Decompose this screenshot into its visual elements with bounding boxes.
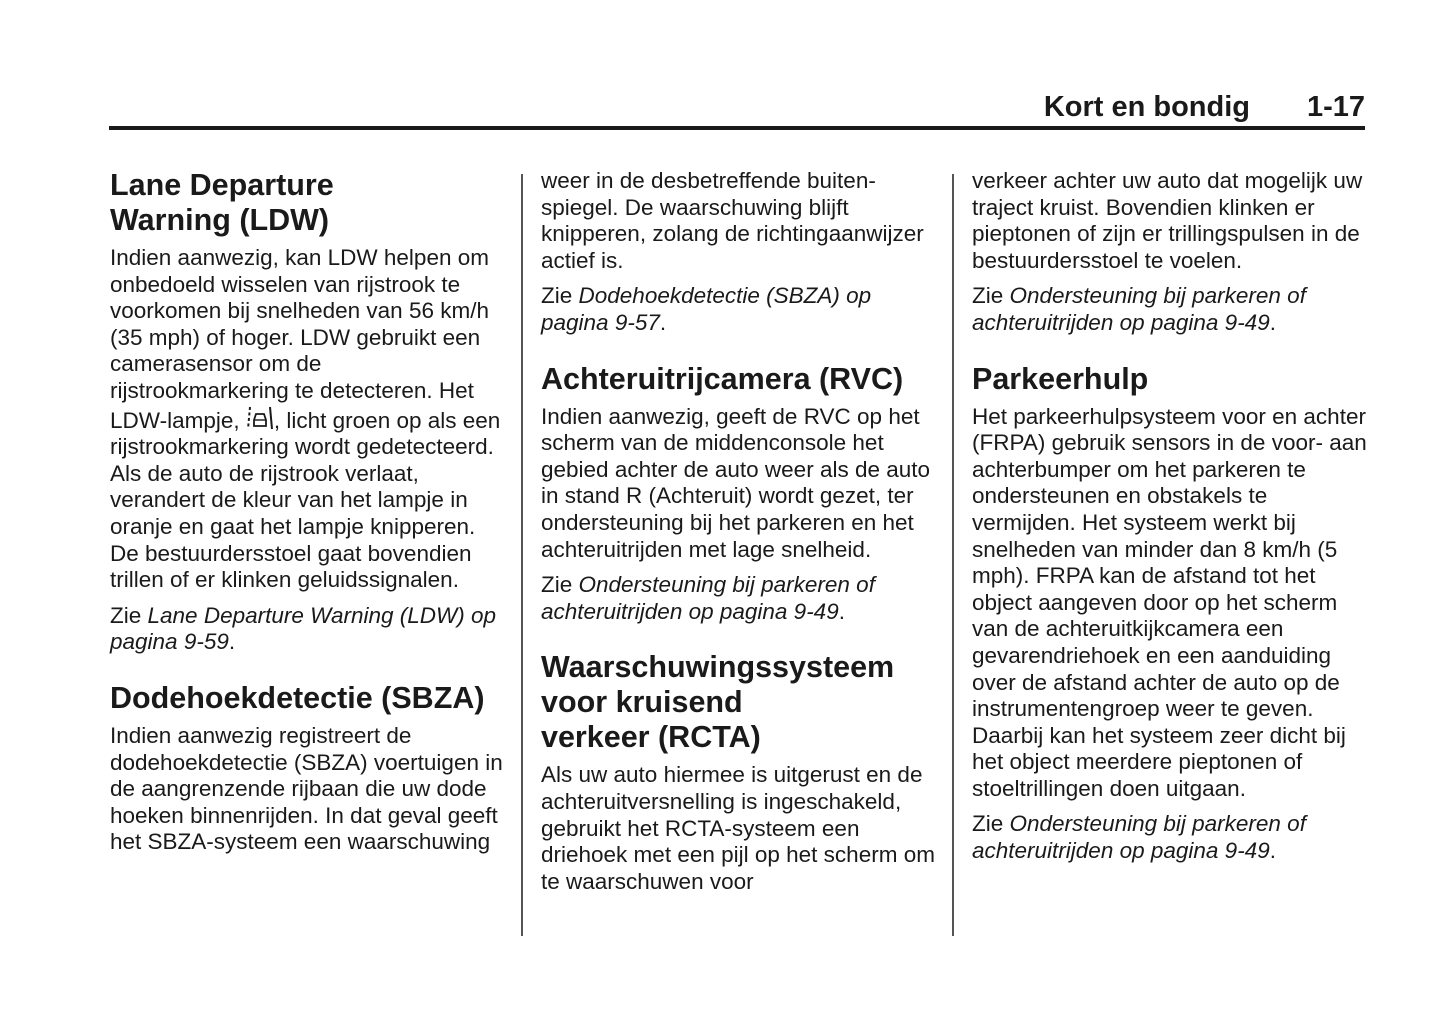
ldw-body (110, 245, 506, 594)
rcta-heading-line2: voor kruisend (541, 685, 743, 720)
rvc-ref-suffix: . (838, 598, 845, 624)
ldw-heading (110, 168, 506, 238)
column-2 (541, 168, 937, 895)
rcta-heading-line3: verkeer (RCTA) (541, 720, 761, 755)
rcta-ref-prefix: Zie (972, 283, 1010, 309)
ldw-body-part2: , licht groen op als een rijstrookmarkering wordt gedetecteerd. Als de auto de rijstrook verlaat, verandert de kleur van het lampje in oranje en gaat het lampje knipperen. De bestuurdersstoel gaat bovendien trillen of er klinken geluidssignalen. (110, 407, 501, 593)
page-header (109, 88, 1365, 128)
lane-departure-warning-icon (247, 405, 273, 431)
parking-ref-prefix: Zie (972, 811, 1010, 837)
column-divider-1 (521, 174, 523, 936)
rvc-heading: Achteruitrijcamera (RVC) (541, 361, 904, 396)
parking-ref-suffix: . (1269, 838, 1276, 864)
rcta-ref-link[interactable]: Ondersteuning bij parkeren of achteruitrijden op pagina 9-49 (972, 283, 1306, 335)
ldw-ref-prefix: Zie (110, 602, 148, 628)
page-number: 1-17 (1306, 91, 1365, 123)
rcta-body-continued: verkeer achter uw auto dat mogelijk uw traject kruist. Bovendien klinken er pieptonen of zijn er trillingspulsen in de bestuurdersstoel te voelen. (972, 168, 1363, 273)
parking-heading: Parkeerhulp (972, 361, 1149, 396)
sbza-ref-link[interactable]: Dodehoekdetectie (SBZA) op pagina 9-57 (541, 283, 872, 335)
section-title: Kort en bondig (1043, 91, 1250, 123)
parking-ref-link[interactable]: Ondersteuning bij parkeren of achteruitrijden op pagina 9-49 (972, 811, 1306, 864)
rvc-ref-link[interactable]: Ondersteuning bij parkeren of achteruitrijden op pagina 9-49 (541, 572, 875, 624)
sbza-reference (541, 283, 937, 336)
sbza-ref-prefix: Zie (541, 283, 579, 309)
rvc-reference (541, 572, 937, 625)
sbza-body-continued: weer in de desbetreffende buitenspiegel. De waarschuwing blijft knipperen, zolang de richtingaanwijzer actief is. (541, 168, 924, 273)
parking-reference (972, 811, 1368, 864)
rvc-body: Indien aanwezig, geeft de RVC op het scherm van de middenconsole het gebied achter de auto weer als de auto in stand R (Achteruit) wordt gezet, ter ondersteuning bij het parkeren en het achteruitrijden met lage snelheid. (541, 403, 931, 562)
column-3 (972, 168, 1368, 865)
rcta-reference (972, 283, 1368, 336)
ldw-ref-suffix: . (228, 629, 236, 655)
ldw-heading-line1: Lane Departure (110, 168, 334, 202)
header-rule (109, 126, 1365, 130)
ldw-body-part1: Indien aanwezig, kan LDW helpen om onbedoeld wisselen van rijstrook te voorkomen bij snelheden van 56 km/h (35 mph) of hoger. LDW gebruikt een camerasensor om de rijstrookmarkering te detecteren. Het LDW-lampje, (110, 245, 489, 433)
sbza-body: Indien aanwezig registreert de dodehoekdetectie (SBZA) voertuigen in de aangrenzende rijbaan die uw dode hoeken binnenrijden. In dat geval geeft het SBZA-systeem een waarschuwing (110, 722, 503, 855)
rcta-ref-suffix: . (1269, 309, 1276, 335)
sbza-heading: Dodehoekdetectie (SBZA) (110, 680, 485, 715)
column-1 (110, 168, 506, 856)
column-divider-2 (952, 174, 954, 936)
rcta-heading-line1: Waarschuwingssysteem (541, 650, 895, 685)
parking-body: Het parkeerhulpsysteem voor en achter (FRPA) gebruik sensors in de voor- aan achterbumper om het parkeren te ondersteunen en obstakels te vermijden. Het systeem werkt bij snelheden van minder dan 8 km/h (5 mph). FRPA kan de afstand tot het object aangeven door op het scherm van de achteruitkijkcamera een gevarendriehoek en een aanduiding over de afstand achter de auto op de instrumentengroep weer te geven. Daarbij kan het systeem zeer dicht bij het object meerdere pieptonen of stoeltrillingen doen uitgaan. (972, 403, 1367, 801)
rcta-heading (541, 650, 937, 755)
sbza-ref-suffix: . (659, 309, 667, 335)
rcta-body: Als uw auto hiermee is uitgerust en de achteruitversnelling is ingeschakeld, gebruikt het RCTA-systeem een driehoek met een pijl op het scherm om te waarschuwen voor (541, 762, 935, 894)
ldw-heading-line2: Warning (LDW) (110, 203, 330, 237)
rvc-ref-prefix: Zie (541, 572, 579, 598)
ldw-ref-link[interactable]: Lane Departure Warning (LDW) op pagina 9-59 (110, 602, 497, 655)
ldw-reference (110, 603, 506, 656)
